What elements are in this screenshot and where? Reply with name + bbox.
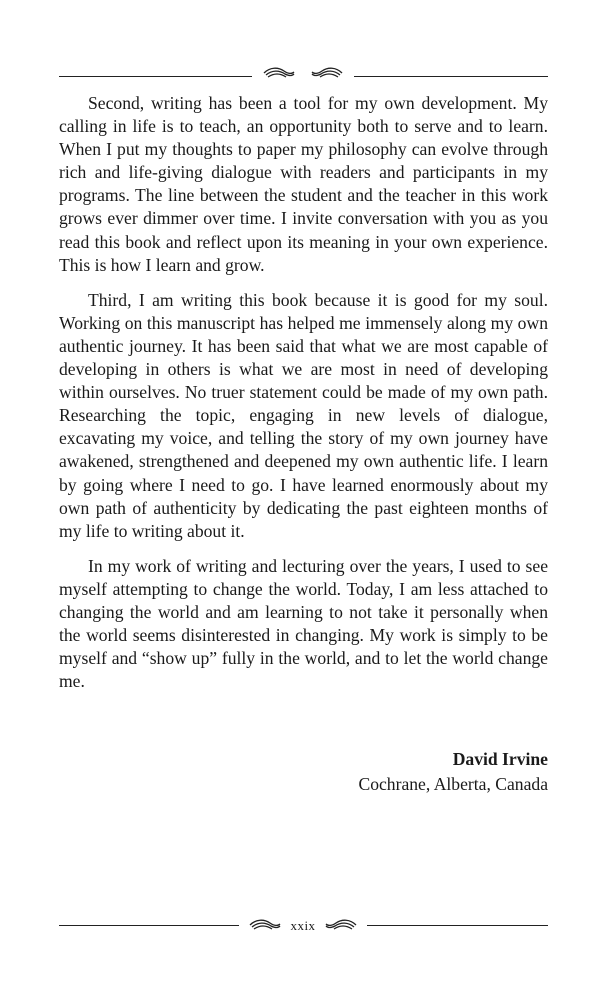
- footer-ornament-left-icon: [248, 918, 282, 932]
- header-rule-right: [354, 76, 548, 77]
- paragraph: In my work of writing and lecturing over the years, I used to see myself attempting to change the world. Today, I am less attached to changing the world and am learning to not take it personally when the world seems disinterested in changing. My work is simply to be myself and “show up” fully in the world, and to let the world change me.: [59, 555, 548, 692]
- page-number: xxix: [290, 918, 316, 933]
- author-name: David Irvine: [452, 749, 548, 769]
- body-text: [59, 92, 548, 705]
- footer-rule-left: [59, 925, 239, 926]
- header-rule-left: [59, 76, 252, 77]
- footer-ornament-right-icon: [324, 918, 358, 932]
- header-ornament-left-icon: [262, 66, 296, 80]
- header-ornament-right-icon: [310, 66, 344, 80]
- paragraph: Third, I am writing this book because it is good for my soul. Working on this manuscript has helped me immensely along my own authentic journey. It has been said that what we are most capable of developing in others is what we are most in need of developing within ourselves. No truer statement could be made of my own path. Researching the topic, engaging in new levels of dialogue, excavating my voice, and telling the story of my own journey have awakened, strengthened and deepened my own authentic life. I learn by going where I need to go. I have learned enormously about my own path of authenticity by dedicating the past eighteen months of my life to writing about it.: [59, 289, 548, 541]
- signature-block: [358, 747, 548, 797]
- paragraph: Second, writing has been a tool for my own development. My calling in life is to teach, an opportunity both to serve and to learn. When I put my thoughts to paper my philosophy can evolve through rich and life-giving dialogue with readers and participants in my programs. The line between the student and the teacher in this work grows ever dimmer over time. I invite conversation with you as you read this book and reflect upon its meaning in your own experience. This is how I learn and grow.: [59, 93, 548, 275]
- footer-rule-right: [367, 925, 548, 926]
- author-location: Cochrane, Alberta, Canada: [358, 774, 548, 794]
